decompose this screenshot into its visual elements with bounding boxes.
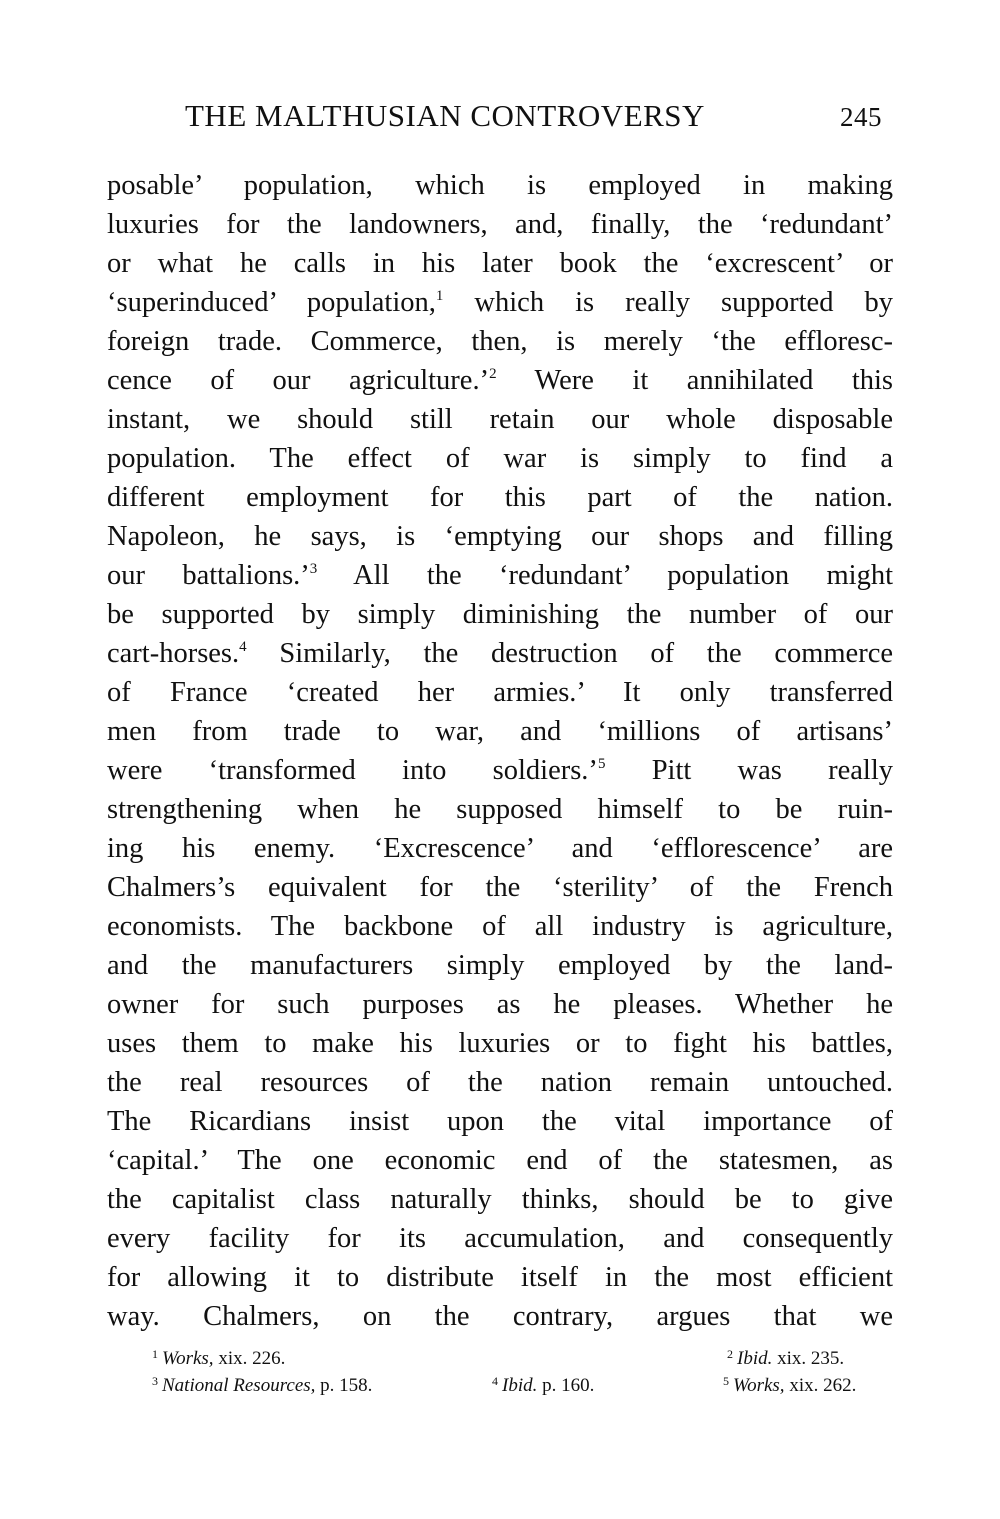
text-line (107, 868, 893, 907)
text-line (107, 439, 893, 478)
body-text (107, 166, 893, 1336)
footnote-5 (723, 1374, 856, 1397)
text-segment: ‘superinduced’ population, (107, 287, 436, 318)
text-line (107, 1063, 893, 1102)
footnote-4 (492, 1374, 594, 1397)
text-line (107, 1180, 893, 1219)
text-segment: every facility for its accumulation, and consequently (107, 1223, 893, 1254)
page-number: 245 (840, 102, 882, 132)
text-segment: cart-horses. (107, 638, 240, 669)
footnote-work: Works, (162, 1348, 214, 1369)
text-line (107, 1297, 893, 1336)
text-line (107, 1024, 893, 1063)
text-segment: Napoleon, he says, is ‘emptying our shops and filling (107, 521, 893, 552)
text-segment: be supported by simply diminishing the number of our (107, 599, 893, 630)
footnote-ref: xix. 262. (784, 1375, 857, 1396)
text-segment: ‘capital.’ The one economic end of the statesmen, as (107, 1145, 893, 1176)
text-line (107, 478, 893, 517)
footnote-work: Works, (733, 1375, 785, 1396)
text-segment: which is really supported by (443, 287, 893, 318)
footnote-marker: 1 (435, 288, 444, 304)
footnote-ref: xix. 235. (772, 1348, 845, 1369)
text-line (107, 1102, 893, 1141)
text-line (107, 634, 893, 673)
text-line (107, 205, 893, 244)
footnote-number: 4 (492, 1374, 498, 1388)
text-segment: population. The effect of war is simply to find a (107, 443, 893, 474)
text-segment: instant, we should still retain our whole disposable (107, 404, 893, 435)
text-line (107, 946, 893, 985)
footnote-2 (727, 1347, 844, 1370)
footnote-marker: 2 (489, 366, 497, 382)
text-segment: Were it annihilated this (496, 365, 893, 396)
text-line (107, 1219, 893, 1258)
footnote-1 (152, 1347, 285, 1370)
text-line (107, 712, 893, 751)
text-segment: owner for such purposes as he pleases. Whether he (107, 989, 893, 1020)
footnote-number: 5 (723, 1374, 729, 1388)
text-segment: the real resources of the nation remain untouched. (107, 1067, 893, 1098)
text-segment: The Ricardians insist upon the vital importance of (107, 1106, 893, 1137)
text-line (107, 751, 893, 790)
text-segment: different employment for this part of the nation. (107, 482, 893, 513)
footnote-ref: p. 160. (537, 1375, 595, 1396)
text-segment: or what he calls in his later book the ‘excrescent’ or (107, 248, 893, 279)
text-segment: strengthening when he supposed himself to be ruin- (107, 794, 893, 825)
text-segment: Pitt was really (605, 755, 893, 786)
text-line (107, 244, 893, 283)
text-line (107, 283, 893, 322)
footnote-ref: p. 158. (315, 1375, 373, 1396)
text-segment: men from trade to war, and ‘millions of artisans’ (107, 716, 893, 747)
text-segment: the capitalist class naturally thinks, should be to give (107, 1184, 893, 1215)
footnote-marker: 3 (309, 561, 318, 577)
text-segment: were ‘transformed into soldiers.’ (107, 755, 598, 786)
text-segment: foreign trade. Commerce, then, is merely ‘the effloresc- (107, 326, 893, 357)
text-segment: uses them to make his luxuries or to fight his battles, (107, 1028, 893, 1059)
footnote-3 (152, 1374, 372, 1397)
footnote-marker: 4 (239, 639, 247, 655)
running-header (185, 98, 882, 138)
text-line (107, 556, 893, 595)
footnote-work: Ibid. (737, 1348, 773, 1369)
text-segment: economists. The backbone of all industry is agriculture, (107, 911, 893, 942)
text-line (107, 673, 893, 712)
footnote-number: 2 (727, 1347, 733, 1361)
text-segment: of France ‘created her armies.’ It only transferred (107, 677, 893, 708)
text-segment: for allowing it to distribute itself in the most efficient (107, 1262, 893, 1293)
footnote-work: Ibid. (502, 1375, 538, 1396)
text-line (107, 985, 893, 1024)
text-segment: ing his enemy. ‘Excrescence’ and ‘efflorescence’ are (107, 833, 893, 864)
text-line (107, 829, 893, 868)
text-segment: cence of our agriculture.’ (107, 365, 490, 396)
footnote-number: 1 (152, 1347, 158, 1361)
text-segment: way. Chalmers, on the contrary, argues that we (107, 1301, 893, 1332)
text-line (107, 166, 893, 205)
text-segment: luxuries for the landowners, and, finally, the ‘redundant’ (107, 209, 893, 240)
footnote-number: 3 (152, 1374, 158, 1388)
text-line (107, 907, 893, 946)
text-line (107, 322, 893, 361)
footnote-ref: xix. 226. (213, 1348, 286, 1369)
text-segment: Similarly, the destruction of the commerce (246, 638, 893, 669)
text-line (107, 1141, 893, 1180)
text-line (107, 517, 893, 556)
text-line (107, 361, 893, 400)
text-line (107, 595, 893, 634)
text-line (107, 790, 893, 829)
text-segment: our battalions.’ (107, 560, 310, 591)
text-segment: posable’ population, which is employed in making (107, 170, 893, 201)
text-line (107, 400, 893, 439)
text-segment: and the manufacturers simply employed by the land- (107, 950, 893, 981)
text-segment: All the ‘redundant’ population might (317, 560, 893, 591)
running-title: THE MALTHUSIAN CONTROVERSY (185, 98, 705, 133)
footnote-work: National Resources, (162, 1375, 316, 1396)
text-line (107, 1258, 893, 1297)
footnote-marker: 5 (597, 756, 606, 772)
text-segment: Chalmers’s equivalent for the ‘sterility’ of the French (107, 872, 893, 903)
